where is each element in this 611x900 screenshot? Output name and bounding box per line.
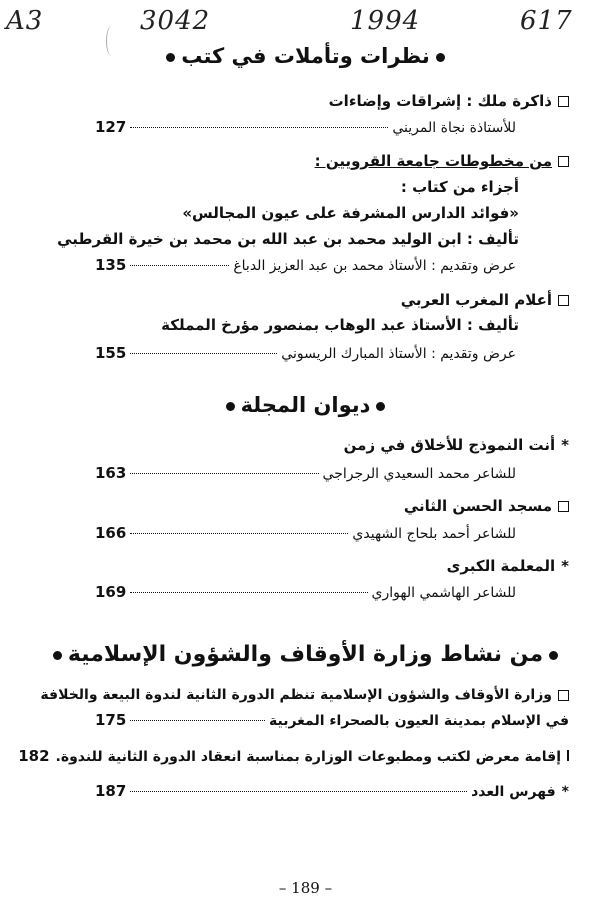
toc-entry-title [344,436,569,454]
entry-title-continuation: في الإسلام بمدينة العيون بالصحراء المغربية [268,713,569,729]
checkbox-icon [567,750,569,761]
page-number: 182 [18,747,50,765]
page-number: 175 [95,711,127,729]
page-number: 135 [95,256,127,274]
annotation-number: 617 [520,6,573,36]
bullet-icon [166,53,175,62]
entry-subline: «فوائد الدارس المشرفة على عيون المجالس» [182,204,519,222]
asterisk-icon: * [561,557,569,575]
toc-entry-line [95,256,516,274]
toc-entry-title [404,497,569,515]
asterisk-icon: * [561,784,569,800]
annotation-a3: A3 [6,6,44,36]
checkbox-icon [558,156,569,167]
checkbox-icon [558,96,569,107]
entry-author: عرض وتقديم : الأستاذ المبارك الريسوني [281,346,516,362]
dot-leader [130,265,229,266]
entry-subline: تأليف : الأستاذ عبد الوهاب بمنصور مؤرخ المملكة [161,316,519,334]
toc-entry-title [401,291,569,309]
entry-title-text: أنت النموذج للأخلاق في زمن [343,436,556,454]
dot-leader [130,353,277,354]
toc-entry-line [95,464,516,482]
entry-author: للشاعر محمد السعيدي الرجراجي [322,466,516,482]
bullet-icon [376,402,385,411]
entry-title-text: ذاكرة ملك : إشراقات وإضاءات [328,92,552,110]
toc-entry-line [95,782,569,800]
asterisk-icon: * [561,436,569,454]
section-heading-text: نظرات وتأملات في كتب [181,44,430,68]
entry-title-text: وزارة الأوقاف والشؤون الإسلامية تنظم الدورة الثانية لندوة البيعة والخلافة [40,687,552,703]
entry-title-text: إقامة معرض لكتب ومطبوعات الوزارة بمناسبة انعقاد الدورة الثانية للندوة. [55,749,561,765]
bullet-icon [226,402,235,411]
section-heading-reviews [0,44,611,68]
toc-entry-line [95,524,516,542]
entry-author: عرض وتقديم : الأستاذ محمد بن عبد العزيز الدباغ [233,258,516,274]
page-number: 163 [95,464,127,482]
entry-subline: أجزاء من كتاب : [400,178,519,196]
page-number: 166 [95,524,127,542]
toc-entry-line [18,747,569,765]
page-number: 127 [95,118,127,136]
page-number: 187 [95,782,127,800]
entry-title-text: أعلام المغرب العربي [400,291,552,309]
dot-leader [130,533,348,534]
entry-title-text: فهرس العدد [471,784,556,800]
dot-leader [130,473,318,474]
annotation-year: 1994 [350,6,421,36]
dot-leader [130,791,467,792]
toc-entry-line [95,118,516,136]
toc-entry-line [95,344,516,362]
checkbox-icon [558,295,569,306]
section-heading-text: ديوان المجلة [240,393,371,417]
entry-author: للشاعر الهاشمي الهواري [371,585,516,601]
toc-entry-title [315,152,569,170]
dot-leader [130,720,265,721]
entry-title-text: من مخطوطات جامعة القرويين : [314,152,552,170]
entry-author: للشاعر أحمد بلحاج الشهيدي [352,526,516,542]
entry-subline: تأليف : ابن الوليد محمد بن عبد الله بن محمد بن خيرة القرطبي [57,230,519,248]
bullet-icon [436,53,445,62]
toc-entry-line [95,711,569,729]
bullet-icon [53,651,62,660]
annotation-code: 3042 [140,6,211,36]
toc-entry-title [40,687,569,703]
section-heading-ministry [0,642,611,667]
page-number: 155 [95,344,127,362]
toc-entry-line [95,583,516,601]
page-footer-number: – 189 – [278,879,333,897]
dot-leader [130,592,367,593]
dot-leader [130,127,388,128]
bullet-icon [549,651,558,660]
section-heading-diwan [0,393,611,417]
entry-title-text: مسجد الحسن الثاني [403,497,552,515]
checkbox-icon [558,690,569,701]
entry-title-text: المعلمة الكبرى [446,557,556,575]
page-number: 169 [95,583,127,601]
checkbox-icon [558,501,569,512]
toc-entry-title [329,92,569,110]
entry-author: للأستاذة نجاة المريني [392,120,516,136]
toc-entry-title [447,557,569,575]
section-heading-text: من نشاط وزارة الأوقاف والشؤون الإسلامية [67,642,544,667]
